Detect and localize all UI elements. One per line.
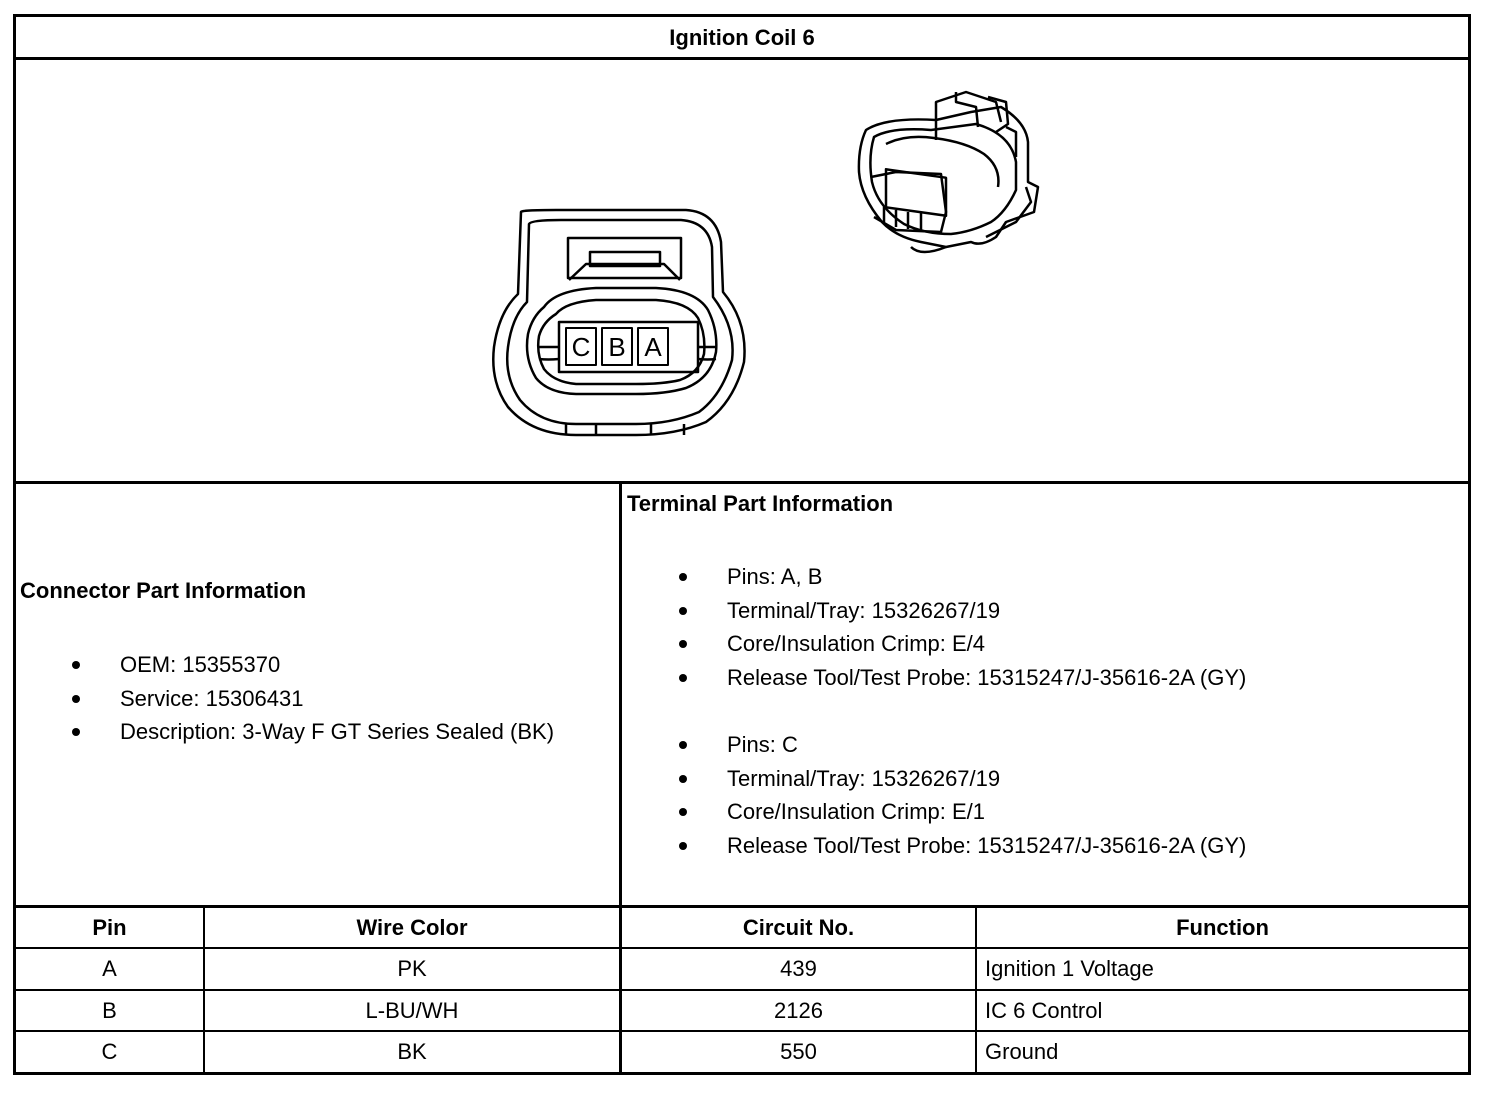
terminal-info-item: Terminal/Tray: 15326267/19 <box>671 596 1461 625</box>
table-cell-wire-color: BK <box>397 1039 427 1064</box>
table-header-pin: Pin <box>92 914 127 940</box>
connector-drawing-area <box>16 62 1468 481</box>
connector-info-oem: OEM: 15355370 <box>64 650 584 679</box>
connector-isometric-view <box>859 92 1038 252</box>
table-cell-function: Ignition 1 Voltage <box>985 956 1154 981</box>
table-cell-pin: C <box>101 1039 118 1064</box>
table-header-circuit: Circuit No. <box>742 914 855 940</box>
table-header-wire-color: Wire Color <box>356 914 468 940</box>
page-title: Ignition Coil 6 <box>669 25 815 50</box>
table-cell-circuit: 439 <box>780 956 817 981</box>
connector-info-service: Service: 15306431 <box>64 684 584 713</box>
connector-face-view <box>493 210 744 435</box>
table-cell-pin: B <box>102 997 117 1023</box>
connector-info-heading: Connector Part Information <box>20 578 307 603</box>
connector-info-list <box>64 650 584 751</box>
cavity-label-c: C <box>571 332 591 362</box>
table-cell-circuit: 550 <box>780 1039 817 1064</box>
divider-drawing <box>13 481 1471 484</box>
terminal-info-item: Core/Insulation Crimp: E/1 <box>671 797 1461 826</box>
cavity-label-a: A <box>644 332 662 362</box>
table-cell-pin: A <box>102 956 117 981</box>
table-cell-function: IC 6 Control <box>985 997 1103 1023</box>
cavity-label-b: B <box>608 332 626 362</box>
terminal-info-list <box>671 562 1461 864</box>
table-cell-wire-color: PK <box>397 956 427 981</box>
terminal-info-item: Release Tool/Test Probe: 15315247/J-35616-2A (GY) <box>671 831 1461 860</box>
terminal-info-item: Release Tool/Test Probe: 15315247/J-35616-2A (GY) <box>671 663 1461 692</box>
table-header-function: Function <box>1176 914 1269 940</box>
table-cell-wire-color: L-BU/WH <box>365 997 459 1023</box>
terminal-info-heading: Terminal Part Information <box>627 491 894 516</box>
terminal-info-item: Terminal/Tray: 15326267/19 <box>671 764 1461 793</box>
terminal-info-item: Pins: C <box>671 730 1461 759</box>
cavity-labels <box>572 332 663 362</box>
table-cell-circuit: 2126 <box>774 997 823 1023</box>
table-cell-function: Ground <box>985 1039 1059 1064</box>
terminal-info-item: Pins: A, B <box>671 562 1461 591</box>
connector-info-description: Description: 3-Way F GT Series Sealed (BK) <box>64 717 584 746</box>
terminal-info-item: Core/Insulation Crimp: E/4 <box>671 629 1461 658</box>
